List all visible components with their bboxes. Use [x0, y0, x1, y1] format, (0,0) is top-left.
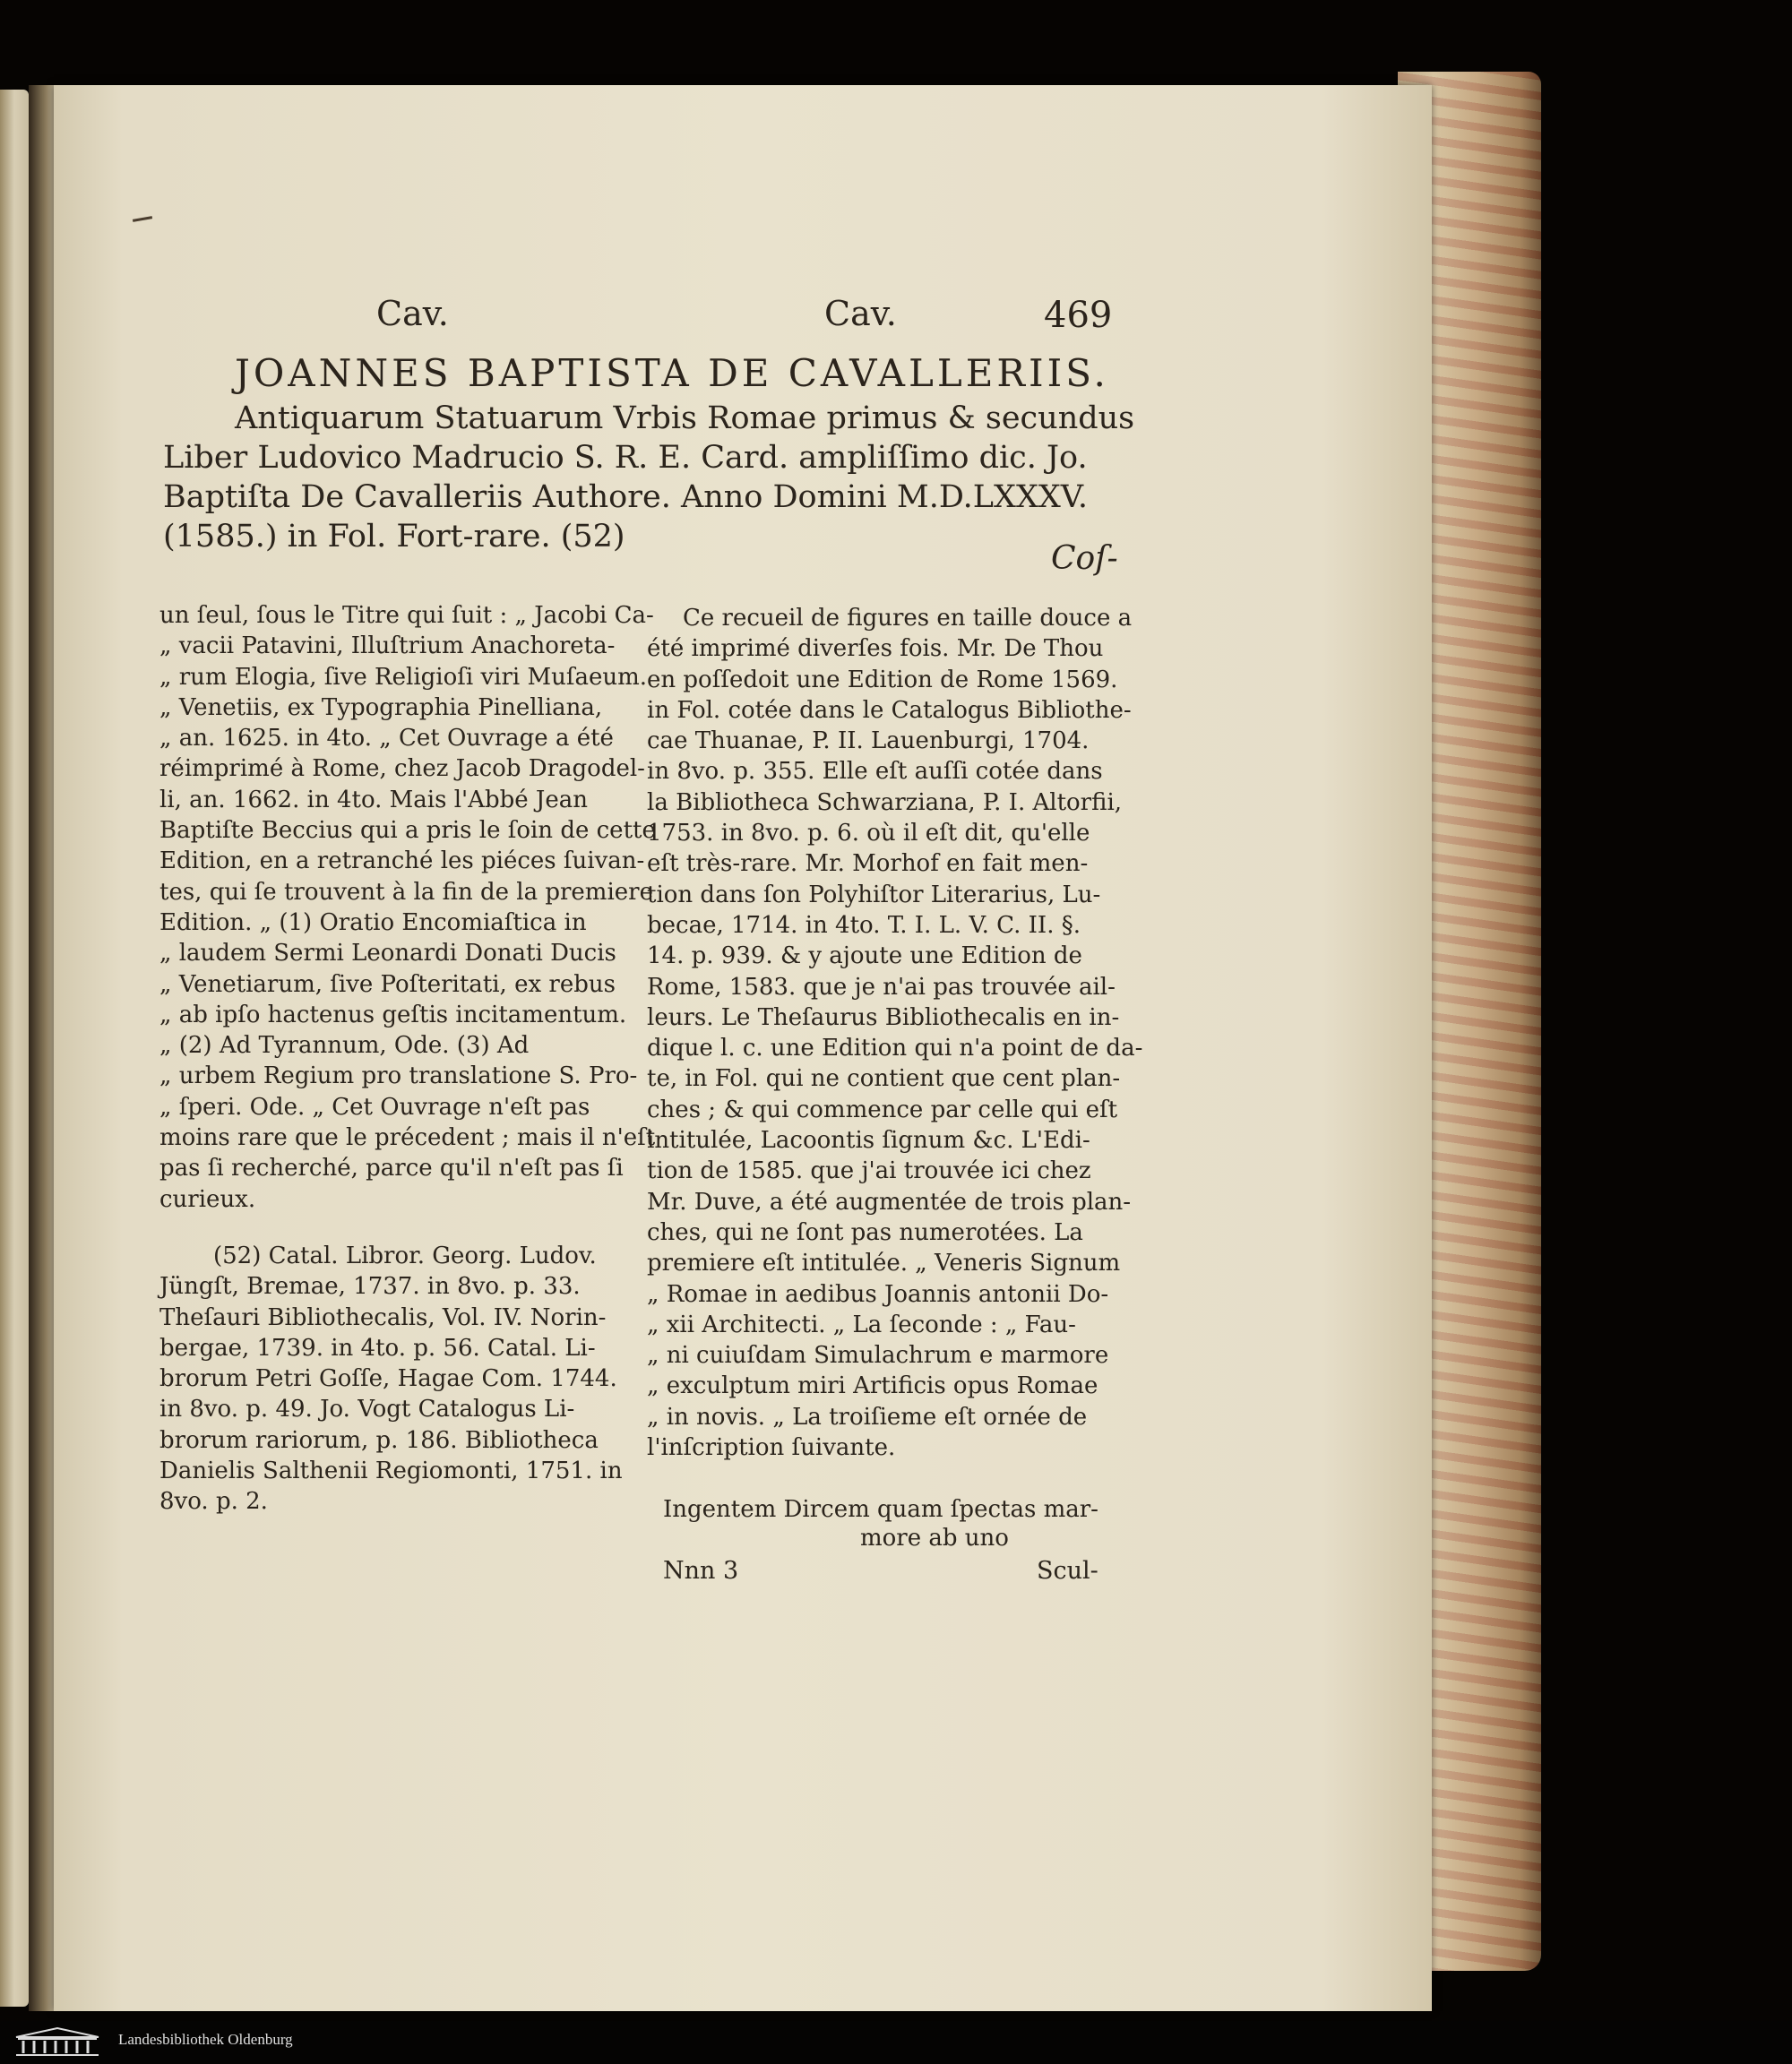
- footnote-52: [159, 1241, 623, 1518]
- text-line: „ Venetiis, ex Typographia Pinelliana,: [159, 693, 603, 721]
- text-line: l'inſcription ſuivante.: [647, 1434, 896, 1462]
- text-line: „ in novis. „ La troiſieme eſt ornée de: [647, 1403, 1088, 1431]
- right-column-text: [647, 603, 1143, 1463]
- catchword-top: Coſ-: [1051, 540, 1118, 577]
- text-line: ches ; & qui commence par celle qui eſt: [647, 1096, 1118, 1123]
- running-head-center: Cav.: [824, 294, 897, 333]
- left-page-edge: [0, 90, 29, 2007]
- signature-mark: Nnn 3: [663, 1557, 739, 1585]
- footnote-line: (52) Catal. Libror. Georg. Ludov.: [213, 1243, 597, 1269]
- text-line: leurs. Le Theſaurus Bibliothecalis en in-: [647, 1003, 1120, 1031]
- text-line: in 8vo. p. 355. Elle eſt auſſi cotée dans: [647, 758, 1103, 786]
- text-line: Edition. „ (1) Oratio Encomiaſtica in: [159, 908, 587, 936]
- text-line: tion de 1585. que j'ai trouvée ici chez: [647, 1157, 1091, 1185]
- text-line: tion dans ſon Polyhiſtor Literarius, Lu-: [647, 881, 1101, 908]
- text-line: li, an. 1662. in 4to. Mais l'Abbé Jean: [159, 786, 588, 813]
- text-line: „ Romae in aedibus Joannis antonii Do-: [647, 1280, 1109, 1308]
- text-line: 14. p. 939. & y ajoute une Edition de: [647, 942, 1082, 970]
- text-line: „ vacii Patavini, Illuſtrium Anachoreta-: [159, 632, 616, 660]
- text-line: eſt très-rare. Mr. Morhof en fait men-: [647, 850, 1089, 878]
- text-line: „ xii Architecti. „ La ſeconde : „ Fau-: [647, 1311, 1076, 1338]
- text-line: en poſſedoit une Edition de Rome 1569.: [647, 666, 1118, 693]
- title-line: Liber Ludovico Madrucio S. R. E. Card. ampliſſimo dic. Jo.: [163, 440, 1088, 476]
- verse-line-1: Ingentem Dircem quam ſpectas mar-: [663, 1496, 1098, 1523]
- footnote-line: brorum rariorum, p. 186. Bibliotheca: [159, 1426, 599, 1454]
- text-line: te, in Fol. qui ne contient que cent plan-: [647, 1065, 1121, 1093]
- library-building-icon: [13, 2026, 102, 2057]
- text-line: un ſeul, ſous le Titre qui ſuit : „ Jacobi Ca-: [159, 602, 654, 629]
- text-line: été imprimé diverſes fois. Mr. De Thou: [647, 635, 1104, 663]
- text-line: „ Venetiarum, ſive Poſteritati, ex rebus: [159, 970, 616, 998]
- verse-line-2: more ab uno: [860, 1525, 1009, 1552]
- text-line: 1753. in 8vo. p. 6. où il eſt dit, qu'elle: [647, 820, 1090, 847]
- footnote-line: Theſauri Bibliothecalis, Vol. IV. Norin-: [159, 1303, 607, 1331]
- ink-mark: [133, 216, 152, 222]
- text-line: dique l. c. une Edition qui n'a point de da-: [647, 1035, 1143, 1062]
- text-line: „ rum Elogia, ſive Religioſi viri Muſaeum.: [159, 663, 648, 691]
- text-line: intitulée, Lacoontis ſignum &c. L'Edi-: [647, 1127, 1090, 1155]
- text-line: tes, qui ſe trouvent à la fin de la premiere: [159, 878, 653, 906]
- text-line: „ laudem Sermi Leonardi Donati Ducis: [159, 940, 616, 968]
- catchword-bottom: Scul-: [1037, 1557, 1098, 1585]
- footnote-line: 8vo. p. 2.: [159, 1488, 268, 1516]
- footnote-line: brorum Petri Goſſe, Hagae Com. 1744.: [159, 1365, 617, 1393]
- text-line: la Bibliotheca Schwarziana, P. I. Altorfii,: [647, 788, 1123, 816]
- text-line: Baptiſte Beccius qui a pris le ſoin de cette: [159, 817, 656, 845]
- title-line: (1585.) in Fol. Fort-rare. (52): [163, 519, 625, 555]
- footer-bar: [0, 2021, 1792, 2064]
- text-line: „ (2) Ad Tyrannum, Ode. (3) Ad: [159, 1032, 530, 1060]
- text-line: „ ab ipſo hactenus geſtis incitamentum.: [159, 1001, 627, 1028]
- text-line: Rome, 1583. que je n'ai pas trouvée ail-: [647, 973, 1116, 1001]
- text-line: „ ni cuiuſdam Simulachrum e marmore: [647, 1342, 1109, 1370]
- page-number: 469: [1044, 295, 1113, 336]
- text-line: ches, qui ne ſont pas numerotées. La: [647, 1218, 1083, 1246]
- title-line: Antiquarum Statuarum Vrbis Romae primus & secundus: [235, 400, 1135, 436]
- text-line: „ urbem Regium pro translatione S. Pro-: [159, 1062, 638, 1090]
- text-line: „ exculptum miri Artificis opus Romae: [647, 1372, 1098, 1400]
- text-line: Mr. Duve, a été augmentée de trois plan-: [647, 1188, 1132, 1216]
- footnote-line: in 8vo. p. 49. Jo. Vogt Catalogus Li-: [159, 1396, 575, 1423]
- text-line: premiere eſt intitulée. „ Veneris Signum: [647, 1250, 1121, 1277]
- text-line: „ ſperi. Ode. „ Cet Ouvrage n'eſt pas: [159, 1093, 590, 1121]
- library-name[interactable]: Landesbibliothek Oldenburg: [118, 2031, 293, 2048]
- text-line: cae Thuanae, P. II. Lauenburgi, 1704.: [647, 727, 1090, 755]
- text-line: pas ſi recherché, parce qu'il n'eſt pas ſi: [159, 1155, 624, 1182]
- footnote-line: Jüngſt, Bremae, 1737. in 8vo. p. 33.: [159, 1273, 581, 1301]
- footnote-line: bergae, 1739. in 4to. p. 56. Catal. Li-: [159, 1334, 596, 1362]
- footnote-line: Danielis Salthenii Regiomonti, 1751. in: [159, 1458, 623, 1485]
- text-line: Ce recueil de figures en taille douce a: [683, 605, 1133, 632]
- entry-book-title: [163, 399, 1135, 556]
- text-line: curieux.: [159, 1185, 256, 1213]
- running-head-left: Cav.: [376, 294, 449, 333]
- left-column-text: [159, 600, 656, 1215]
- text-line: „ an. 1625. in 4to. „ Cet Ouvrage a été: [159, 725, 614, 752]
- text-line: moins rare que le précedent ; mais il n'eſt: [159, 1124, 656, 1152]
- text-line: in Fol. cotée dans le Catalogus Bibliothe-: [647, 696, 1132, 724]
- entry-title: JOANNES BAPTISTA DE CAVALLERIIS.: [235, 351, 1109, 395]
- text-line: Edition, en a retranché les piéces ſuivan-: [159, 847, 645, 875]
- text-line: réimprimé à Rome, chez Jacob Dragodel-: [159, 755, 645, 783]
- text-line: becae, 1714. in 4to. T. I. L. V. C. II. §.: [647, 911, 1081, 939]
- title-line: Baptiſta De Cavalleriis Authore. Anno Domini M.D.LXXXV.: [163, 479, 1089, 515]
